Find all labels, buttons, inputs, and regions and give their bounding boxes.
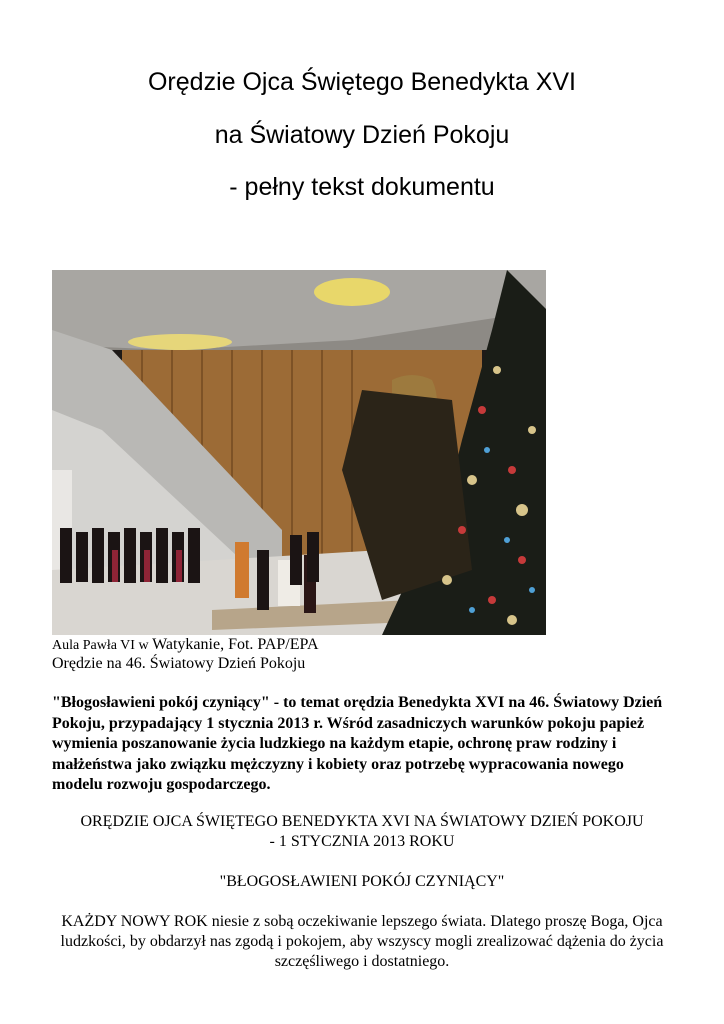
- photo-paul-vi-audience-hall: [52, 270, 546, 635]
- section-heading-line-1: ORĘDZIE OJCA ŚWIĘTEGO BENEDYKTA XVI NA ŚWIATOWY DZIEŃ POKOJU: [80, 813, 644, 830]
- section-heading-line-2: - 1 STYCZNIA 2013 ROKU: [269, 833, 455, 850]
- photo-caption-large: Watykanie, Fot. PAP/EPA: [152, 636, 319, 653]
- body-paragraph-1: KAŻDY NOWY ROK niesie z sobą oczekiwanie lepszego świata. Dlatego proszę Boga, Ojca ludzkości, by obdarzył nas zgodą i pokojem, aby wszyscy mogli zrealizować dążenia do życia szczęśliwego i dostatniego.: [60, 913, 664, 970]
- lead-paragraph: "Błogosławieni pokój czyniący" - to temat orędzia Benedykta XVI na 46. Światowy Dzień Pokoju, przypadający 1 stycznia 2013 r. Wśród zasadniczych warunków pokoju papież wymienia poszanowanie życia ludzkiego na każdym etapie, ochronę praw rodziny i małżeństwa jako związku mężczyzny i kobiety oraz potrzebę wypracowania nowego modelu rozwoju gospodarczego.: [52, 694, 663, 793]
- motto: "BŁOGOSŁAWIENI POKÓJ CZYNIĄCY": [219, 873, 505, 890]
- photo-caption: [52, 636, 319, 654]
- document-title-line-2: na Światowy Dzień Pokoju: [214, 121, 510, 149]
- section-heading: [0, 812, 724, 852]
- photo-caption-small: Aula Pawła VI w: [52, 638, 149, 653]
- photo-subcaption: Orędzie na 46. Światowy Dzień Pokoju: [52, 655, 306, 672]
- document-title-line-3: - pełny tekst dokumentu: [229, 173, 495, 201]
- document-title-line-1: Orędzie Ojca Świętego Benedykta XVI: [147, 68, 576, 96]
